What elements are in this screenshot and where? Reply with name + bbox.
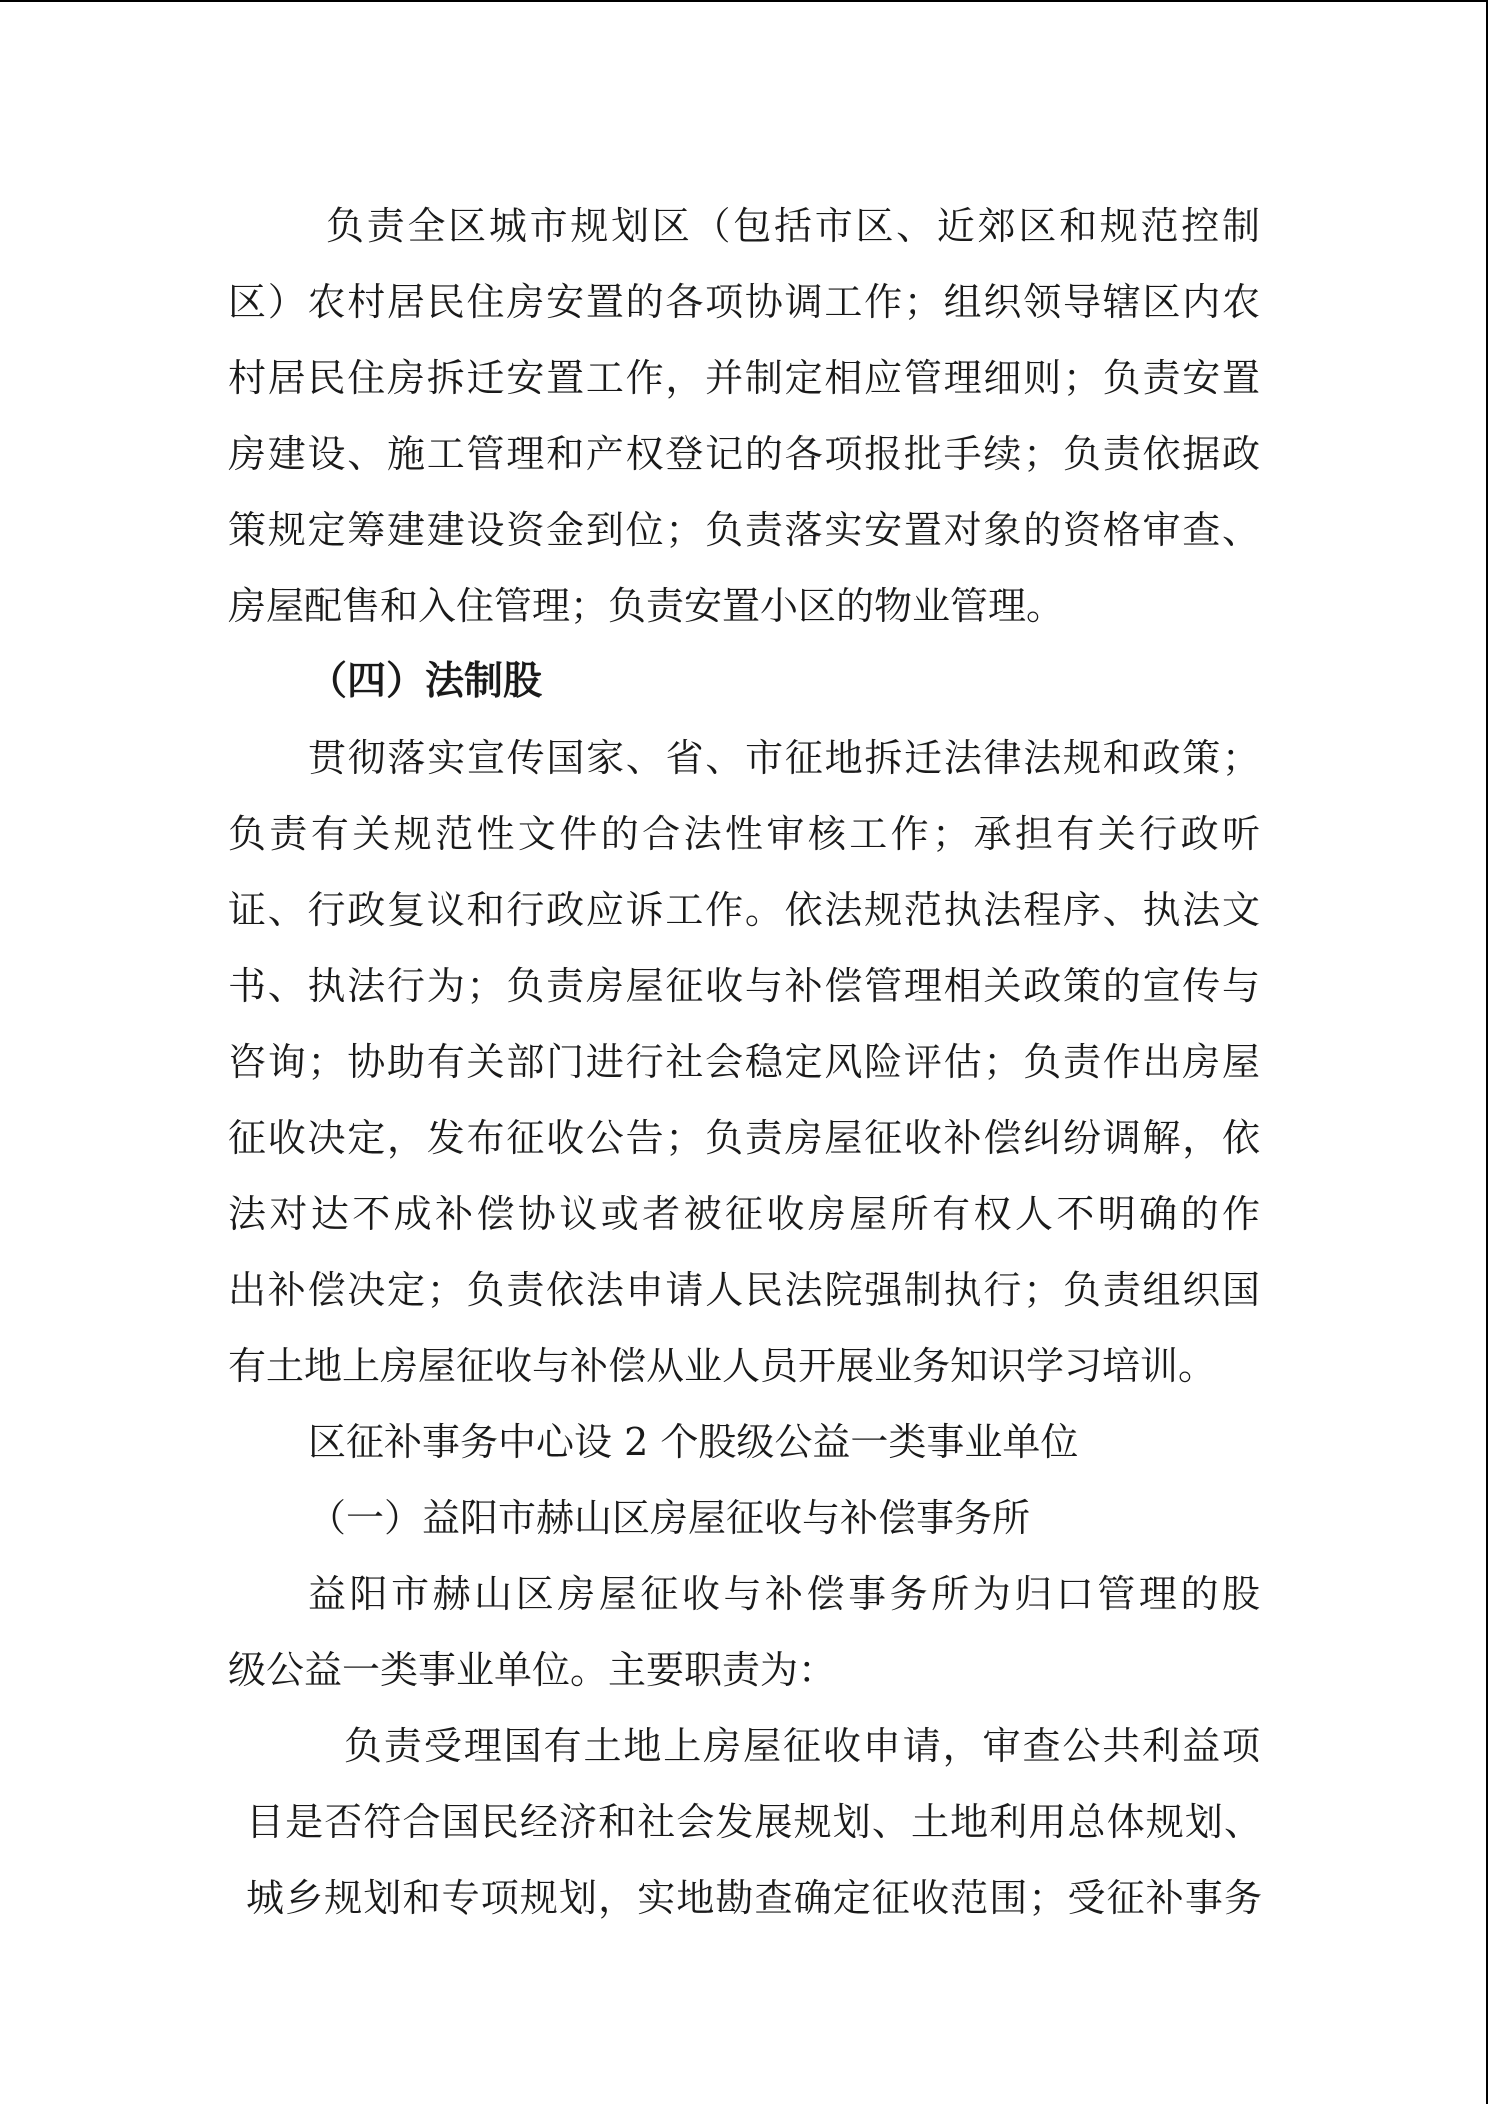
paragraph-line: 有土地上房屋征收与补偿从业人员开展业务知识学习培训。 xyxy=(228,1344,1217,1388)
paragraph-line: 出补偿决定；负责依法申请人民法院强制执行；负责组织国 xyxy=(228,1268,1260,1312)
paragraph-line: 负责全区城市规划区（包括市区、近郊区和规范控制 xyxy=(326,204,1260,248)
section-heading: （四）法制股 xyxy=(308,659,543,704)
paragraph-line: 房屋配售和入住管理；负责安置小区的物业管理。 xyxy=(228,584,1065,628)
paragraph-line: 益阳市赫山区房屋征收与补偿事务所为归口管理的股 xyxy=(308,1572,1260,1616)
paragraph-line: 负责受理国有土地上房屋征收申请，审查公共利益项 xyxy=(344,1724,1260,1768)
paragraph-line: 贯彻落实宣传国家、省、市征地拆迁法律法规和政策； xyxy=(308,736,1260,780)
paragraph-line: 法对达不成补偿协议或者被征收房屋所有权人不明确的作 xyxy=(228,1192,1260,1236)
paragraph-line: 目是否符合国民经济和社会发展规划、土地利用总体规划、 xyxy=(246,1800,1262,1844)
paragraph-line: 级公益一类事业单位。主要职责为： xyxy=(228,1648,837,1692)
paragraph-line: 村居民住房拆迁安置工作，并制定相应管理细则；负责安置 xyxy=(228,356,1260,400)
paragraph-line: 书、执法行为；负责房屋征收与补偿管理相关政策的宣传与 xyxy=(228,964,1260,1008)
subsection-heading: （一）益阳市赫山区房屋征收与补偿事务所 xyxy=(308,1496,1031,1540)
paragraph-line: 负责有关规范性文件的合法性审核工作；承担有关行政听 xyxy=(228,812,1260,856)
paragraph-line: 城乡规划和专项规划，实地勘查确定征收范围；受征补事务 xyxy=(246,1876,1262,1920)
paragraph-line: 策规定筹建建设资金到位；负责落实安置对象的资格审查、 xyxy=(228,508,1260,552)
paragraph-line: 区征补事务中心设 2 个股级公益一类事业单位 xyxy=(308,1420,1079,1464)
paragraph-line: 区）农村居民住房安置的各项协调工作；组织领导辖区内农 xyxy=(228,280,1260,324)
paragraph-line: 证、行政复议和行政应诉工作。依法规范执法程序、执法文 xyxy=(228,888,1260,932)
page-border-top xyxy=(0,0,1488,2)
paragraph-line: 咨询；协助有关部门进行社会稳定风险评估；负责作出房屋 xyxy=(228,1040,1260,1084)
paragraph-line: 征收决定，发布征收公告；负责房屋征收补偿纠纷调解，依 xyxy=(228,1116,1260,1160)
paragraph-line: 房建设、施工管理和产权登记的各项报批手续；负责依据政 xyxy=(228,432,1260,476)
